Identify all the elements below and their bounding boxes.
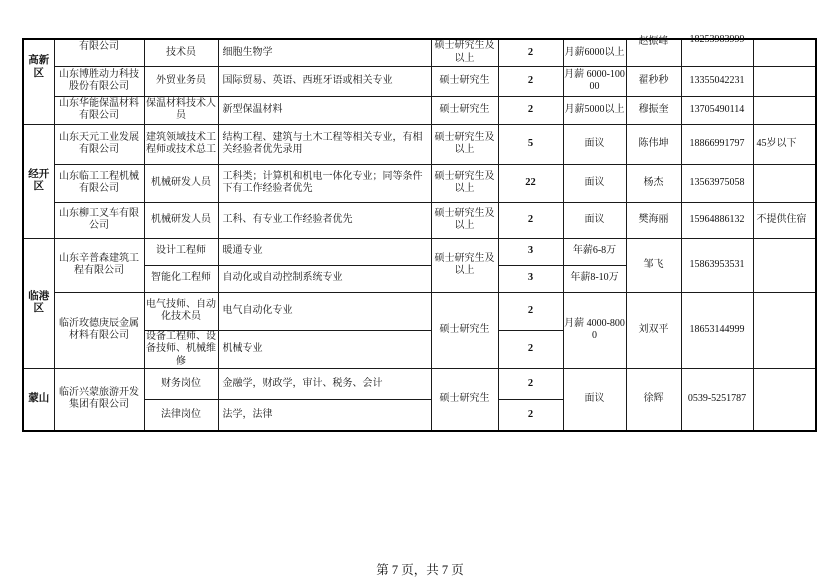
major-cell: 金融学，财政学，审计、税务、会计 [218,369,431,400]
contact-cell: 穆振奎 [626,96,681,124]
position-cell: 机械研发人员 [144,202,218,238]
table-row [23,202,816,238]
contact-cell: 杨杰 [626,164,681,202]
phone-cell: 18866991797 [681,124,753,164]
remark-cell [753,39,816,66]
remark-cell [753,96,816,124]
phone-cell: 13563975058 [681,164,753,202]
contact-cell: 翟秒秒 [626,66,681,96]
degree-cell: 硕士研究生及以上 [431,164,498,202]
phone-cell: 13355042231 [681,66,753,96]
salary-cell: 月薪5000以上 [563,96,626,124]
major-cell: 自动化或自动控制系统专业 [218,265,431,292]
phone-cell: 18653144999 [681,292,753,369]
count-cell: 2 [498,39,563,66]
degree-cell: 硕士研究生及以上 [431,202,498,238]
company-cell: 山东辛普森建筑工程有限公司 [54,238,144,292]
salary-cell: 面议 [563,164,626,202]
region-cell: 临港区 [23,238,54,369]
company-cell: 山东博胜动力科技股份有限公司 [54,66,144,96]
table-row [23,124,816,164]
company-cell: 山东天元工业发展有限公司 [54,124,144,164]
phone-cell: 15964886132 [681,202,753,238]
major-cell: 暖通专业 [218,238,431,265]
remark-cell [753,66,816,96]
position-cell: 建筑领域技术工程师或技术总工 [144,124,218,164]
major-cell: 细胞生物学 [218,39,431,66]
salary-cell: 面议 [563,369,626,431]
count-cell: 2 [498,369,563,400]
count-cell: 2 [498,330,563,369]
position-cell: 智能化工程师 [144,265,218,292]
region-cell: 高新区 [23,39,54,124]
major-cell: 电气自动化专业 [218,292,431,330]
major-cell: 工科类；计算机和机电一体化专业；同等条件下有工作经验者优先 [218,164,431,202]
salary-cell: 月薪 6000-10000 [563,66,626,96]
salary-cell: 面议 [563,124,626,164]
contact-cell [626,36,681,66]
position-cell: 设备工程师、设备技师、机械维修 [146,330,216,367]
table-row [23,164,816,202]
position-cell: 保温材料技术人员 [144,96,218,124]
salary-cell: 月薪 4000-8000 [563,292,626,369]
position-cell: 设计工程师 [144,238,218,265]
count-cell: 2 [498,400,563,431]
job-table [22,34,817,432]
count-cell: 22 [498,164,563,202]
major-cell: 工科、有专业工作经验者优先 [218,202,431,238]
major-cell: 结构工程、建筑与土木工程等相关专业，有相关经验者优先录用 [218,124,431,164]
company-cell: 山东柳工叉车有限公司 [54,202,144,238]
salary-cell: 月薪6000以上 [563,39,626,66]
table-row [23,292,816,330]
region-cell: 经开区 [23,124,54,238]
degree-cell: 硕士研究生及以上 [431,124,498,164]
degree-cell: 硕士研究生 [431,369,498,431]
position-cell: 外贸业务员 [144,66,218,96]
contact-cell: 刘双平 [626,292,681,369]
remark-cell [753,164,816,202]
degree-cell: 硕士研究生及以上 [431,238,498,292]
contact-cell: 樊海丽 [626,202,681,238]
table-row [23,39,816,66]
position-cell: 技术员 [144,39,218,66]
remark-cell [753,369,816,431]
company-cell: 有限公司 [54,39,144,66]
remark-cell: 不提供住宿 [753,202,816,238]
salary-cell: 年薪8-10万 [563,265,626,292]
degree-cell: 硕士研究生及以上 [431,39,498,66]
phone-cell: 13705490114 [681,96,753,124]
position-cell: 法律岗位 [144,400,218,431]
position-cell: 电气技师、自动化技术员 [144,292,218,330]
remark-cell: 45岁以下 [753,124,816,164]
table-row [23,369,816,400]
major-cell: 新型保温材料 [218,96,431,124]
remark-cell [753,292,816,369]
major-cell: 法学，法律 [218,400,431,431]
contact-cell: 邹飞 [626,238,681,292]
count-cell: 2 [498,96,563,124]
phone-cell: 0539-5251787 [681,369,753,431]
clipped-contact [627,36,681,52]
count-cell: 2 [498,292,563,330]
table-row [23,96,816,124]
count-cell: 5 [498,124,563,164]
company-cell: 临沂玫德庚辰金属材料有限公司 [54,292,144,369]
salary-cell: 面议 [563,202,626,238]
phone-cell [681,34,753,66]
degree-cell: 硕士研究生 [431,96,498,124]
contact-name: 赵振峰 [638,36,669,47]
major-cell: 国际贸易、英语、西班牙语或相关专业 [218,66,431,96]
company-cell: 山东临工工程机械有限公司 [54,164,144,202]
degree-cell: 硕士研究生 [431,292,498,369]
clipped-phone [682,34,753,52]
company-cell: 山东华能保温材料有限公司 [54,96,144,124]
table-row [23,66,816,96]
contact-cell: 陈伟坤 [626,124,681,164]
page-footer: 第 7 页，共 7 页 [376,563,464,577]
position-cell: 机械研发人员 [144,164,218,202]
degree-cell: 硕士研究生 [431,66,498,96]
region-cell: 蒙山 [23,369,54,431]
remark-cell [753,238,816,292]
count-cell: 2 [498,202,563,238]
count-cell: 3 [498,265,563,292]
count-cell: 3 [498,238,563,265]
phone-cell: 15863953531 [681,238,753,292]
company-cell: 临沂兴蒙旅游开发集团有限公司 [54,369,144,431]
salary-cell: 年薪6-8万 [563,238,626,265]
position-cell: 财务岗位 [144,369,218,400]
phone-number: 18253983999 [689,34,745,45]
contact-cell: 徐辉 [626,369,681,431]
major-cell: 机械专业 [218,330,431,369]
table-row [23,238,816,265]
count-cell: 2 [498,66,563,96]
